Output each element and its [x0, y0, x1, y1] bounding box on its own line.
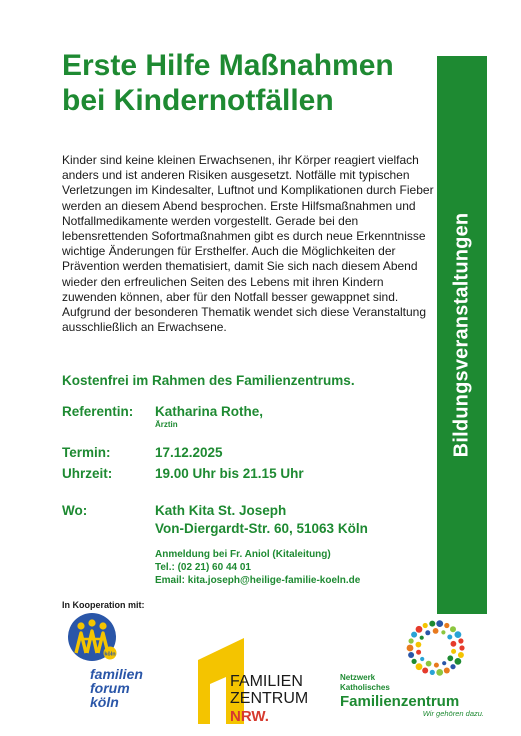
netzwerk-dot — [416, 642, 422, 648]
netzwerk-dot — [444, 623, 449, 628]
termin-label: Termin: — [62, 445, 111, 460]
netzwerk-dot — [441, 630, 445, 634]
netzwerk-dot — [425, 630, 430, 635]
cooperation-heading: In Kooperation mit: — [62, 600, 145, 610]
netzwerk-dot — [423, 623, 428, 628]
netzwerk-dot — [416, 626, 423, 633]
description — [62, 153, 434, 335]
netzwerk-dot — [407, 645, 414, 652]
netzwerk-dot — [436, 669, 443, 676]
anmeldung-phone: Tel.: (02 21) 60 44 01 — [155, 562, 251, 573]
referentin-name: Katharina Rothe, — [155, 404, 264, 419]
netzwerk-dot — [411, 632, 417, 638]
netzwerk-dot — [458, 638, 463, 643]
netzwerk-dot — [447, 655, 453, 661]
netzwerk-dot — [455, 631, 462, 638]
netzwerk-dot — [447, 635, 452, 640]
netzwerk-dot — [416, 650, 421, 655]
netzwerk-dot — [422, 668, 428, 674]
netzwerk-dot — [442, 661, 446, 665]
netzwerk-dot — [412, 659, 417, 664]
netzwerk-dot — [436, 620, 443, 627]
netzwerk-dot — [420, 657, 424, 661]
netzwerk-dot — [426, 661, 432, 667]
netzwerk-dot — [450, 664, 455, 669]
familienzentrum-line-1: FAMILIEN — [230, 673, 303, 690]
title-line-1: Erste Hilfe Maßnahmen — [62, 49, 394, 82]
familienzentrum-nrw-logo — [196, 636, 326, 726]
anmeldung-line: Anmeldung bei Fr. Aniol (Kitaleitung) — [155, 549, 331, 560]
netzwerk-line-3: Familienzentrum — [340, 693, 460, 710]
netzwerk-dot — [455, 658, 462, 665]
netzwerk-dot — [451, 649, 456, 654]
title-line-2: bei Kindernotfällen — [62, 84, 334, 117]
netzwerk-dot — [420, 636, 424, 640]
netzwerk-dot — [444, 668, 450, 674]
netzwerk-dot — [416, 663, 423, 670]
uhrzeit-label: Uhrzeit: — [62, 466, 113, 481]
familienzentrum-nrw: NRW. — [230, 708, 269, 725]
netzwerk-dot-circle-icon — [338, 618, 488, 718]
page-title — [62, 48, 432, 118]
netzwerk-dot — [408, 652, 414, 658]
familienforum-line-1: familien — [90, 666, 143, 682]
side-banner — [437, 56, 487, 614]
wo-line-2: Von-Diergardt-Str. 60, 51063 Köln — [155, 521, 368, 536]
termin-value: 17.12.2025 — [155, 445, 223, 460]
netzwerk-dot — [450, 626, 456, 632]
familienforum-line-3: köln — [90, 694, 119, 710]
familienforum-line-2: forum — [90, 680, 130, 696]
referentin-role: Ärztin — [155, 420, 178, 429]
familienforum-logo — [62, 611, 172, 711]
side-banner-label: Bildungsveranstaltungen — [450, 212, 473, 458]
referentin-label: Referentin: — [62, 404, 134, 419]
description-paragraph-2: Aufgrund der besonderen Thematik wendet sich diese Veranstaltung ausschließlich an Erwachsene. — [62, 305, 427, 335]
netzwerk-line-2: Katholisches — [340, 683, 390, 692]
familienzentrum-line-2: ZENTRUM — [230, 690, 309, 707]
wo-label: Wo: — [62, 503, 88, 518]
description-paragraph-1: Kinder sind keine kleinen Erwachsenen, ihr Körper reagiert vielfach anders und ist anderen Risiken ausgesetzt. Notfälle mit typischen Verletzungen im Kindesalter, Luftnot und Komplikationen durch Fieber werden an diesem Abend besprochen. Erste Hilfsmaßnahmen und Notfallmedikamente werden vorgestellt. Gerade bei den lebensrettenden Sofortmaßnahmen gibt es durch neue Erkenntnisse wichtige Änderungen für Ersthelfer. Auch die Möglichkeiten der Prävention werden thematisiert, damit Sie sich nach diesem Abend wieder den erfreulichen Seiten des Lebens mit ihren Kindern zuwenden können, aber für den Notfall besser gewappnet sind. — [62, 153, 434, 304]
netzwerk-familienzentrum-logo — [338, 618, 488, 718]
netzwerk-dot — [433, 628, 439, 634]
familienzentrum-house-mark — [196, 636, 326, 726]
netzwerk-dot — [409, 638, 414, 643]
netzwerk-dot — [458, 652, 464, 658]
familienforum-emblem — [62, 611, 172, 711]
netzwerk-dot — [430, 670, 435, 675]
netzwerk-tagline: Wir gehören dazu. — [422, 709, 484, 718]
netzwerk-dot — [451, 641, 457, 647]
uhrzeit-value: 19.00 Uhr bis 21.15 Uhr — [155, 466, 304, 481]
netzwerk-line-1: Netzwerk — [340, 673, 376, 682]
familienforum-badge-text: köln — [104, 651, 116, 658]
anmeldung-email[interactable]: Email: kita.joseph@heilige-familie-koeln.de — [155, 575, 361, 586]
netzwerk-dot — [434, 663, 439, 668]
free-notice: Kostenfrei im Rahmen des Familienzentrums. — [62, 373, 355, 388]
netzwerk-dot — [429, 621, 435, 627]
wo-line-1: Kath Kita St. Joseph — [155, 503, 287, 518]
netzwerk-dot — [459, 645, 464, 650]
